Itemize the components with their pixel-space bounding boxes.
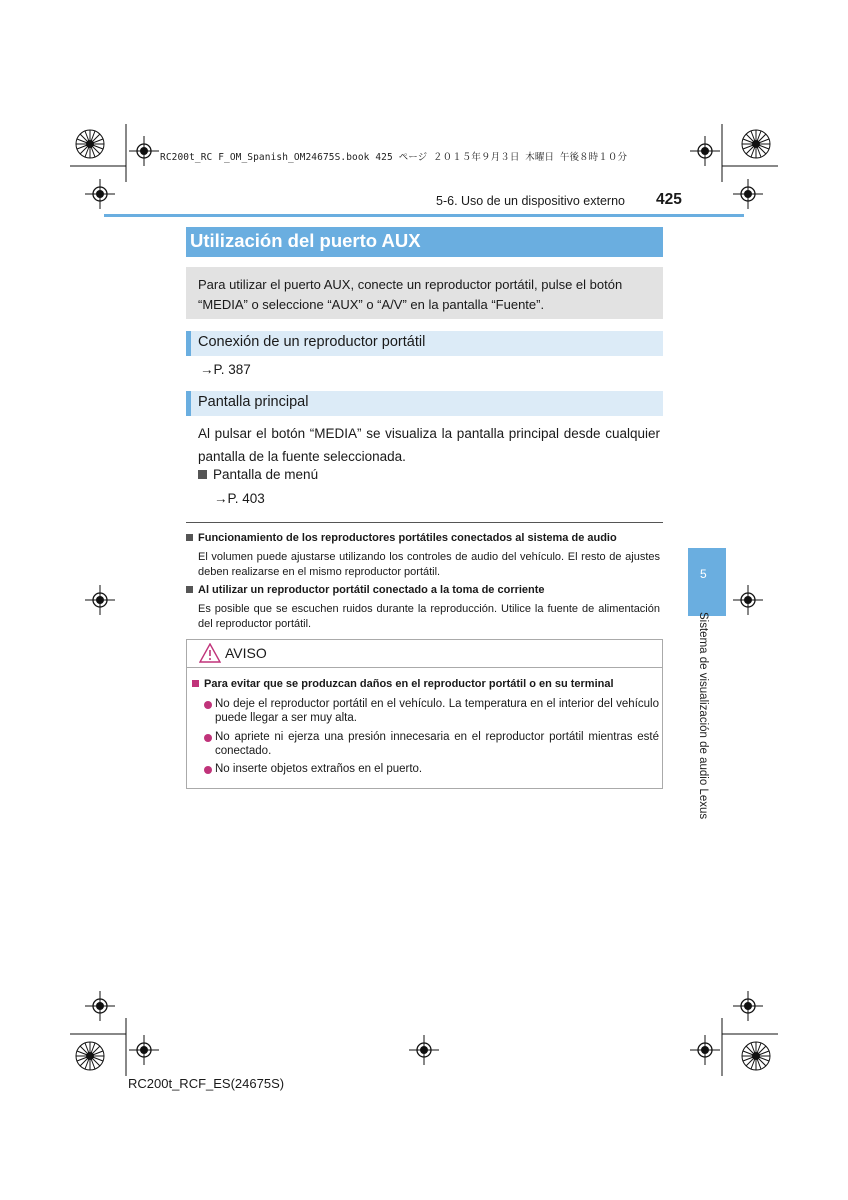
menu-item-label: Pantalla de menú [213, 467, 319, 482]
note-heading-text: Funcionamiento de los reproductores portátiles conectados al sistema de audio [198, 532, 617, 544]
note-body: Es posible que se escuchen ruidos durante la reproducción. Utilice la fuente de alimentación del reproductor portátil. [198, 603, 660, 630]
page-number: 425 [656, 191, 682, 208]
bullet-dot-icon [204, 734, 212, 742]
registration-mark-icon [690, 1035, 720, 1065]
header-section: 5-6. Uso de un dispositivo externo [436, 194, 625, 208]
page-reference-link[interactable]: →P. 403 [214, 491, 265, 506]
registration-mark-icon [76, 130, 104, 158]
note-heading [186, 584, 545, 596]
title-bar [186, 227, 663, 257]
print-info: RC200t_RC F_OM_Spanish_OM24675S.book 425 ページ ２０１５年９月３日 木曜日 午後８時１０分 [160, 152, 628, 163]
warning-subheading-text: Para evitar que se produzcan daños en el reproductor portátil o en su terminal [204, 678, 614, 690]
warning-box [186, 639, 663, 789]
menu-item [198, 467, 318, 482]
footer-code: RC200t_RCF_ES(24675S) [128, 1076, 285, 1091]
page-title: Utilización del puerto AUX [190, 230, 421, 251]
registration-mark-icon [742, 1042, 770, 1070]
registration-mark-icon [129, 136, 159, 166]
warning-item: No apriete ni ejerza una presión innecesaria en el reproductor portátil mientras esté conectado. [215, 731, 659, 757]
registration-mark-icon [85, 991, 115, 1021]
header-rule [104, 214, 744, 217]
square-bullet-icon [192, 680, 199, 687]
warning-triangle-icon [199, 643, 221, 663]
note-heading-text: Al utilizar un reproductor portátil conectado a la toma de corriente [198, 584, 545, 596]
square-bullet-icon [198, 470, 207, 479]
chapter-tab-number: 5 [700, 567, 707, 581]
page-reference-link[interactable]: →P. 387 [200, 362, 251, 377]
bullet-dot-icon [204, 766, 212, 774]
chapter-tab[interactable] [688, 548, 726, 616]
registration-mark-icon [733, 585, 763, 615]
square-bullet-icon [186, 534, 193, 541]
intro-box [186, 267, 663, 319]
chapter-tab-label: Sistema de visualización de audio Lexus [697, 612, 709, 820]
main-paragraph: Al pulsar el botón “MEDIA” se visualiza la pantalla principal desde cualquier pantalla de la fuente seleccionada. [198, 426, 660, 464]
registration-mark-icon [409, 1035, 439, 1065]
note-heading [186, 532, 617, 544]
warning-label: AVISO [225, 645, 267, 661]
warning-item: No deje el reproductor portátil en el vehículo. La temperatura en el interior del vehículo puede llegar a ser muy alta. [215, 698, 659, 724]
section-heading-label: Pantalla principal [198, 394, 309, 410]
bullet-dot-icon [204, 701, 212, 709]
registration-mark-icon [76, 1042, 104, 1070]
notes-divider [186, 522, 663, 523]
warning-item: No inserte objetos extraños en el puerto. [215, 763, 423, 775]
warning-subheading [192, 678, 614, 690]
registration-mark-icon [85, 179, 115, 209]
registration-mark-icon [733, 991, 763, 1021]
registration-mark-icon [85, 585, 115, 615]
square-bullet-icon [186, 586, 193, 593]
registration-mark-icon [733, 179, 763, 209]
intro-text: Para utilizar el puerto AUX, conecte un reproductor portátil, pulse el botón “MEDIA” o seleccione “AUX” o “A/V” en la pantalla “Fuente”. [198, 277, 623, 312]
note-body: El volumen puede ajustarse utilizando los controles de audio del vehículo. El resto de ajustes deben realizarse en el mismo reproductor portátil. [198, 551, 660, 578]
registration-mark-icon [742, 130, 770, 158]
registration-mark-icon [129, 1035, 159, 1065]
section-heading-connection [186, 331, 663, 356]
registration-mark-icon [690, 136, 720, 166]
warning-header [187, 640, 662, 668]
section-heading-label: Conexión de un reproductor portátil [198, 334, 426, 350]
section-heading-main-screen [186, 391, 663, 416]
